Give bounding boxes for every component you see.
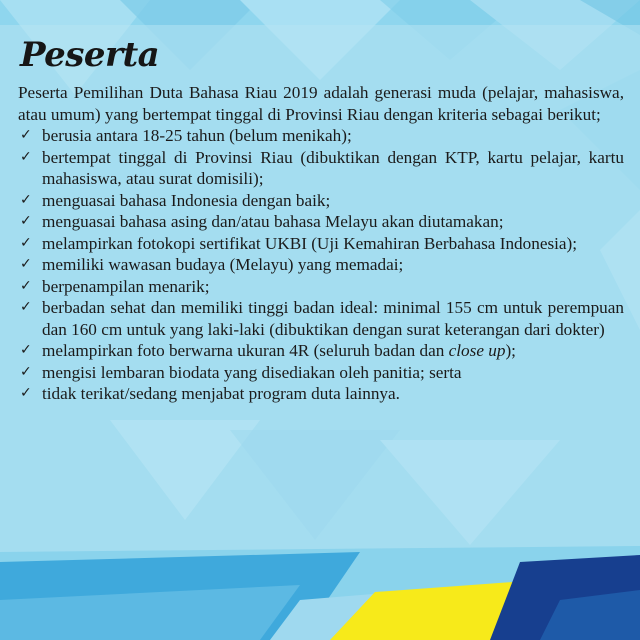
list-item-text: berbadan sehat dan memiliki tinggi badan ideal: minimal 155 cm untuk perempuan dan 160 cm untuk yang laki-laki (dibuktikan dengan surat keterangan dari dokter) xyxy=(42,298,624,339)
list-item xyxy=(18,190,624,212)
list-item-text: melampirkan foto berwarna ukuran 4R (seluruh badan dan xyxy=(42,341,449,360)
list-item-text: melampirkan fotokopi sertifikat UKBI (Uji Kemahiran Berbahasa Indonesia); xyxy=(42,233,578,253)
intro-paragraph: Peserta Pemilihan Duta Bahasa Riau 2019 adalah generasi muda (pelajar, mahasiswa, atau umum) yang bertempat tinggal di Provinsi Riau dengan kriteria sebagai berikut; xyxy=(18,83,624,124)
check-icon: ✓ xyxy=(20,342,32,358)
list-item xyxy=(18,147,624,190)
list-item xyxy=(18,125,624,147)
list-item-text-end: ); xyxy=(505,341,516,360)
list-item-text: berpenampilan menarik; xyxy=(42,276,210,296)
content-panel xyxy=(18,36,624,405)
check-icon: ✓ xyxy=(20,256,32,272)
page-title: Peserta xyxy=(20,35,160,75)
check-icon: ✓ xyxy=(20,277,32,294)
list-item xyxy=(18,297,624,340)
list-item xyxy=(18,276,624,298)
list-item xyxy=(18,254,624,276)
check-icon: ✓ xyxy=(20,234,32,251)
list-item-text: memiliki wawasan budaya (Melayu) yang memadai; xyxy=(42,255,404,274)
list-item-italic-text: close up xyxy=(448,341,506,360)
list-item xyxy=(18,211,624,233)
check-icon: ✓ xyxy=(20,191,32,208)
list-item-text: tidak terikat/sedang menjabat program duta lainnya. xyxy=(42,384,400,403)
list-item xyxy=(18,362,624,384)
list-item xyxy=(18,340,624,362)
check-icon: ✓ xyxy=(20,148,32,165)
list-item-text: menguasai bahasa asing dan/atau bahasa Melayu akan diutamakan; xyxy=(42,212,504,231)
list-item xyxy=(18,233,624,255)
check-icon: ✓ xyxy=(20,213,32,229)
list-item-text: berusia antara 18-25 tahun (belum menikah); xyxy=(42,126,352,145)
list-item-text: bertempat tinggal di Provinsi Riau (dibuktikan dengan KTP, kartu pelajar, kartu mahasiswa, atau surat domisili); xyxy=(42,147,624,188)
check-icon: ✓ xyxy=(20,127,32,143)
list-item-text: menguasai bahasa Indonesia dengan baik; xyxy=(42,190,331,210)
check-icon: ✓ xyxy=(20,363,32,380)
list-item xyxy=(18,383,624,405)
check-icon: ✓ xyxy=(20,385,32,401)
criteria-list xyxy=(18,125,624,405)
list-item-text: mengisi lembaran biodata yang disediakan oleh panitia; serta xyxy=(42,362,462,382)
check-icon: ✓ xyxy=(20,299,32,315)
